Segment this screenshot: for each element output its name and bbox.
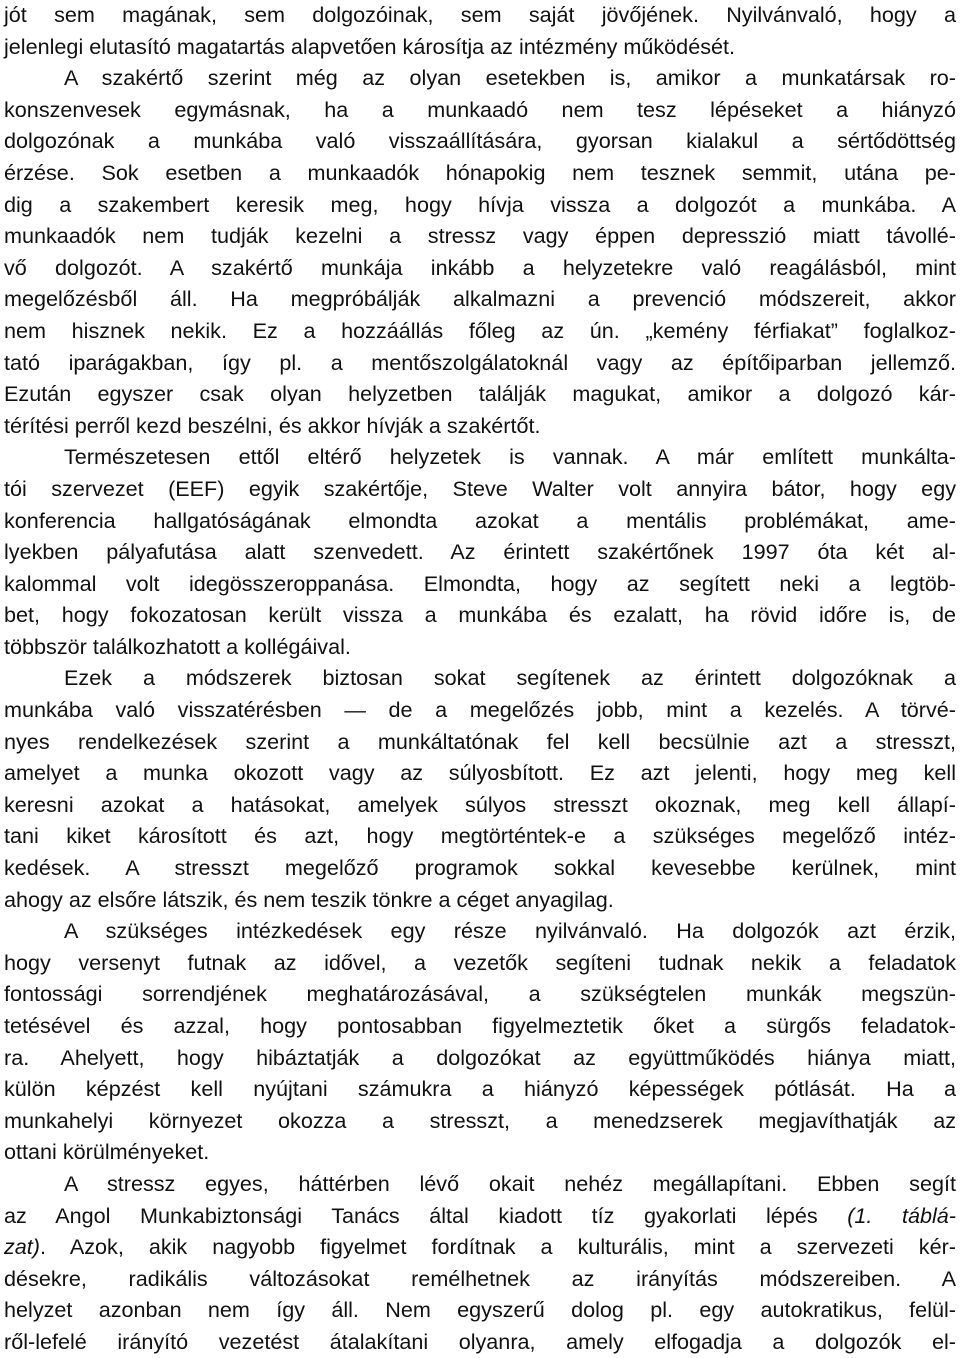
text-line: többször találkozhatott a kollégáival. — [4, 633, 351, 659]
table-reference: (1. táblá- — [847, 1202, 956, 1228]
text-line: zat). Azok, akik nagyobb figyelmet fordítnak a kulturális, mint a szervezeti kér- — [4, 1234, 956, 1260]
text-line: nyes rendelkezések szerint a munkáltatónak fel kell becsülnie azt a stresszt, — [4, 728, 956, 754]
text-line: Ezután egyszer csak olyan helyzetben találják magukat, amikor a dolgozó kár- — [4, 381, 956, 407]
text-line: konferencia hallgatóságának elmondta azokat a mentális problémákat, ame- — [4, 507, 956, 533]
text-line: tetésével és azzal, hogy pontosabban figyelmeztetik őket a sürgős feladatok- — [4, 1013, 956, 1038]
text-line: kedések. A stresszt megelőző programok sokkal kevesebbe kerülnek, mint — [4, 855, 956, 881]
text-line: dolgozónak a munkába való visszaállítására, gyorsan kialakul a sértődöttség — [4, 128, 956, 154]
text-line: ről-lefelé irányító vezetést átalakítani olyanra, amely elfogadja a dolgozók el- — [4, 1328, 956, 1354]
text-line: A stressz egyes, háttérben lévő okait nehéz megállapítani. Ebben segít — [64, 1170, 956, 1196]
text-line: fontossági sorrendjének meghatározásával, a szükségtelen munkák megszün- — [4, 981, 956, 1007]
text-line: tói szervezet (EEF) egyik szakértője, Steve Walter volt annyira bátor, hogy egy — [4, 475, 956, 501]
text-line: megelőzésből áll. Ha megpróbálják alkalmazni a prevenció módszereit, akkor — [4, 286, 956, 312]
text-line: érzése. Sok esetben a munkaadók hónapokig nem tesznek semmit, utána pe- — [4, 159, 956, 185]
table-reference: zat) — [4, 1234, 40, 1260]
text-line: Természetesen ettől eltérő helyzetek is vannak. A már említett munkálta- — [64, 444, 956, 470]
text-line: hogy versenyt futnak az idővel, a vezetők segíteni tudnak nekik a feladatok — [4, 949, 956, 975]
text-line: kalommal volt idegösszeroppanása. Elmondta, hogy az segített neki a legtöb- — [4, 570, 956, 596]
text-line: ra. Ahelyett, hogy hibáztatják a dolgozókat az együttműködés hiánya miatt, — [4, 1044, 956, 1070]
paragraph — [4, 441, 956, 662]
text-line: külön képzést kell nyújtani számukra a hiányzó képességek pótlását. Ha a — [4, 1076, 956, 1102]
text-line: térítési perről kezd beszélni, és akkor hívják a szakértőt. — [4, 412, 541, 438]
text-line: az Angol Munkabiztonsági Tanács által kiadott tíz gyakorlati lépés (1. táblá- — [4, 1202, 956, 1228]
text-line: ahogy az elsőre látszik, és nem teszik tönkre a céget anyagilag. — [4, 886, 614, 912]
text-line: munkaadók nem tudják kezelni a stressz vagy éppen depresszió miatt távollé- — [4, 223, 956, 249]
text-line: lyekben pályafutása alatt szenvedett. Az érintett szakértőnek 1997 óta két al- — [4, 539, 956, 565]
text-line: A szükséges intézkedések egy része nyilvánvaló. Ha dolgozók azt érzik, — [64, 918, 956, 944]
text-line: ottani körülményeket. — [4, 1139, 210, 1165]
text-line: vő dolgozót. A szakértő munkája inkább a helyzetekre való reagálásból, mint — [4, 254, 956, 280]
paragraph — [4, 1168, 956, 1358]
text-line: désekre, radikális változásokat remélhetnek az irányítás módszereiben. A — [4, 1265, 956, 1291]
paragraph — [4, 62, 956, 441]
text-line: nem hisznek nekik. Ez a hozzáállás főleg az ún. „kemény férfiakat” foglalkoz- — [4, 317, 956, 343]
text-line: jót sem magának, sem dolgozóinak, sem saját jövőjének. Nyilvánvaló, hogy a — [4, 2, 956, 27]
text-line: Ezek a módszerek biztosan sokat segítenek az érintett dolgozóknak a — [64, 665, 956, 691]
document-page — [4, 0, 956, 1358]
text-line: bet, hogy fokozatosan került vissza a munkába és ezalatt, ha rövid időre is, de — [4, 602, 956, 628]
paragraph — [4, 662, 956, 915]
paragraph — [4, 915, 956, 1168]
text-line: munkába való visszatérésben — de a megelőzés jobb, mint a kezelés. A törvé- — [4, 697, 956, 723]
text-line: jelenlegi elutasító magatartás alapvetően károsítja az intézmény működését. — [4, 33, 736, 59]
text-line: tani kiket károsított és azt, hogy megtörténtek-e a szükséges megelőző intéz- — [4, 823, 956, 849]
paragraph — [4, 0, 956, 62]
text-line: munkahelyi környezet okozza a stresszt, a menedzserek megjavíthatják az — [4, 1107, 956, 1133]
text-line: konszenvesek egymásnak, ha a munkaadó nem tesz lépéseket a hiányzó — [4, 96, 956, 122]
text-line: dig a szakembert keresik meg, hogy hívja vissza a dolgozót a munkába. A — [4, 191, 956, 217]
text-line: tató iparágakban, így pl. a mentőszolgálatoknál vagy az építőiparban jellemző. — [4, 349, 956, 375]
text-line: A szakértő szerint még az olyan esetekben is, amikor a munkatársak ro- — [64, 65, 956, 91]
text-line: helyzet azonban nem így áll. Nem egyszerű dolog pl. egy autokratikus, felül- — [4, 1297, 956, 1323]
text-line: amelyet a munka okozott vagy az súlyosbított. Ez azt jelenti, hogy meg kell — [4, 760, 956, 786]
text-line: keresni azokat a hatásokat, amelyek súlyos stresszt okoznak, meg kell állapí- — [4, 791, 956, 817]
